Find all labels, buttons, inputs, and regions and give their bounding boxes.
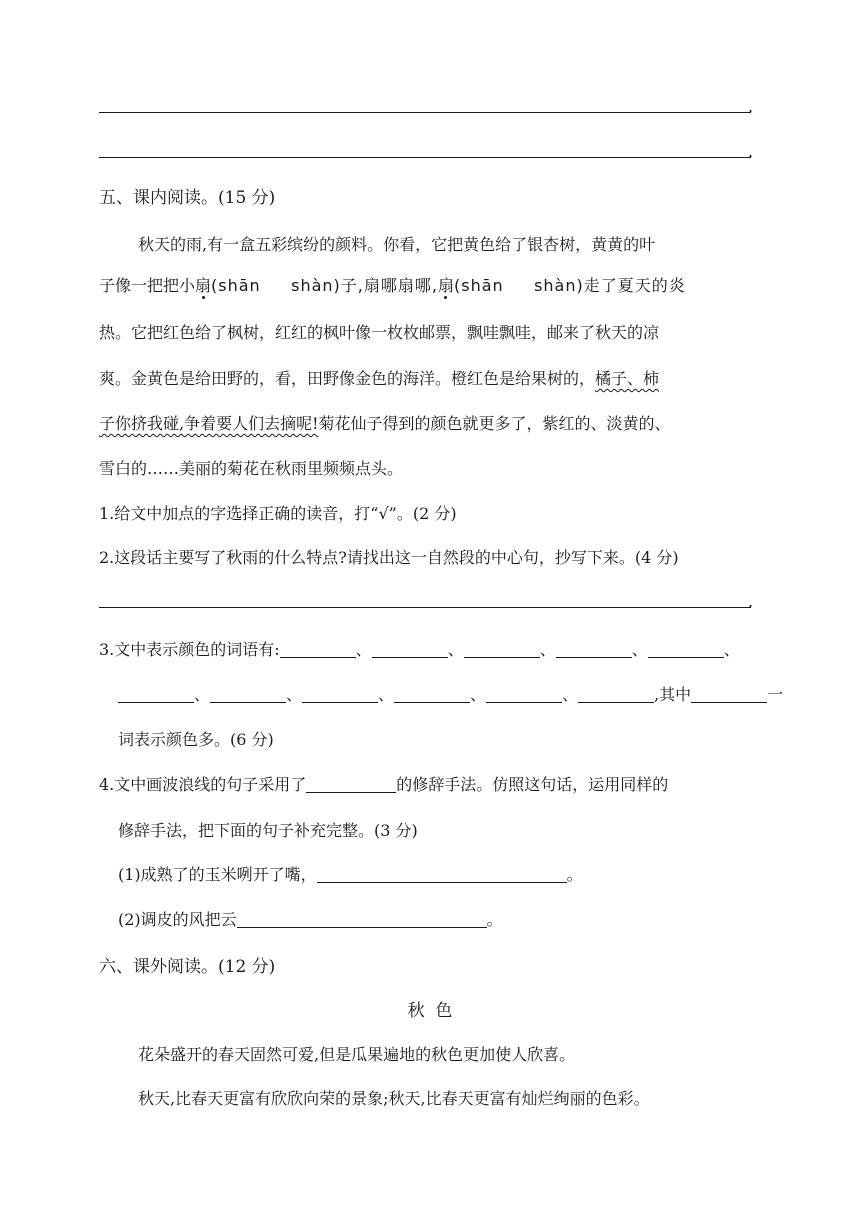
- color-word-blank[interactable]: [372, 641, 448, 658]
- color-word-blank[interactable]: [302, 686, 378, 703]
- passage-line-1: 秋天的雨,有一盒五彩缤纷的颜料。你看，它把黄色给了银杏树，黄黄的叶: [138, 235, 656, 254]
- q4-suffix: 的修辞手法。仿照这句话，运用同样的: [396, 775, 669, 794]
- sentence-blank[interactable]: [237, 911, 487, 928]
- rhetoric-blank[interactable]: [306, 776, 396, 793]
- separator: 、: [723, 640, 740, 659]
- question-3-line-3: 词表示颜色多。(6 分): [118, 730, 274, 749]
- sentence-blank[interactable]: [317, 866, 567, 883]
- passage-line-5: [99, 411, 671, 434]
- color-word-blank[interactable]: [280, 641, 356, 658]
- line-end-mark: .: [748, 142, 754, 161]
- passage-text: 子像一把把小: [99, 276, 196, 295]
- separator: 、: [286, 685, 303, 704]
- section-6-title: 六、课外阅读。(12 分): [99, 957, 276, 977]
- article-paragraph-1: 花朵盛开的春天固然可爱,但是瓜果遍地的秋色更加使人欣喜。: [138, 1045, 576, 1064]
- question-3-line-1: [99, 637, 740, 660]
- sentence-end: 。: [486, 910, 503, 929]
- color-word-blank[interactable]: [394, 686, 470, 703]
- passage-text: 菊花仙子得到的颜色就更多了，紫红的、淡黄的、: [318, 414, 671, 433]
- article-paragraph-2: 秋天,比春天更富有欣欣向荣的景象;秋天,比春天更富有灿烂绚丽的色彩。: [138, 1089, 650, 1108]
- color-word-blank[interactable]: [210, 686, 286, 703]
- section-5-title: 五、课内阅读。(15 分): [99, 188, 276, 208]
- dotted-char: 扇: [437, 276, 454, 295]
- question-2: 2.这段话主要写了秋雨的什么特点?请找出这一自然段的中心句，抄写下来。(4 分): [99, 548, 679, 567]
- q3-prefix: 3.文中表示颜色的词语有:: [99, 640, 280, 659]
- color-word-blank[interactable]: [556, 641, 632, 658]
- color-word-blank[interactable]: [118, 686, 194, 703]
- separator: 、: [470, 685, 487, 704]
- color-word-blank[interactable]: [648, 641, 724, 658]
- most-colors-word-blank[interactable]: [691, 686, 767, 703]
- answer-line-2[interactable]: [99, 157, 751, 158]
- sentence-prompt: (2)调皮的风把云: [118, 910, 237, 929]
- color-word-blank[interactable]: [464, 641, 540, 658]
- passage-text: 爽。金黄色是给田野的，看，田野像金色的海洋。橙红色是给果树的，: [99, 369, 596, 388]
- wavy-underlined-sentence: 橘子、柿: [595, 369, 660, 388]
- q3-tail-text: 一: [767, 685, 784, 704]
- sentence-prompt: (1)成熟了的玉米咧开了嘴，: [118, 865, 317, 884]
- q3-mid-text: ,其中: [654, 685, 692, 704]
- q4-prefix: 4.文中画波浪线的句子采用了: [99, 775, 307, 794]
- article-title: 秋 色: [407, 1001, 453, 1021]
- question-4-line-1: [99, 772, 668, 795]
- question-4-sentence-2: [118, 907, 503, 930]
- separator: 、: [194, 685, 211, 704]
- line-end-mark: .: [748, 592, 754, 611]
- separator: 、: [562, 685, 579, 704]
- line-end-mark: .: [748, 97, 754, 116]
- separator: 、: [631, 640, 648, 659]
- question-1: 1.给文中加点的字选择正确的读音，打“√”。(2 分): [99, 504, 457, 523]
- question-3-line-2: [118, 682, 783, 705]
- separator: 、: [539, 640, 556, 659]
- wavy-underlined-sentence: 子你挤我碰,争着要人们去摘呢!: [99, 414, 319, 433]
- passage-line-4: [99, 366, 659, 389]
- passage-line-3: 热。它把红色给了枫树，红红的枫叶像一枚枚邮票，飘哇飘哇，邮来了秋天的凉: [99, 323, 660, 342]
- answer-line-1[interactable]: [99, 112, 751, 113]
- passage-line-6: 雪白的……美丽的菊花在秋雨里频频点头。: [99, 459, 404, 478]
- passage-line-2: [99, 273, 686, 296]
- pinyin-options: (shān shàn)走了夏天的炎: [453, 276, 686, 295]
- pinyin-options: (shān shàn)子,扇哪扇哪,: [211, 276, 438, 295]
- sentence-end: 。: [566, 865, 583, 884]
- q2-answer-line[interactable]: [99, 607, 751, 608]
- separator: 、: [378, 685, 395, 704]
- color-word-blank[interactable]: [486, 686, 562, 703]
- question-4-line-2: 修辞手法，把下面的句子补充完整。(3 分): [118, 821, 418, 840]
- separator: 、: [355, 640, 372, 659]
- separator: 、: [447, 640, 464, 659]
- dotted-char: 扇: [195, 276, 212, 295]
- question-4-sentence-1: [118, 862, 583, 885]
- color-word-blank[interactable]: [578, 686, 654, 703]
